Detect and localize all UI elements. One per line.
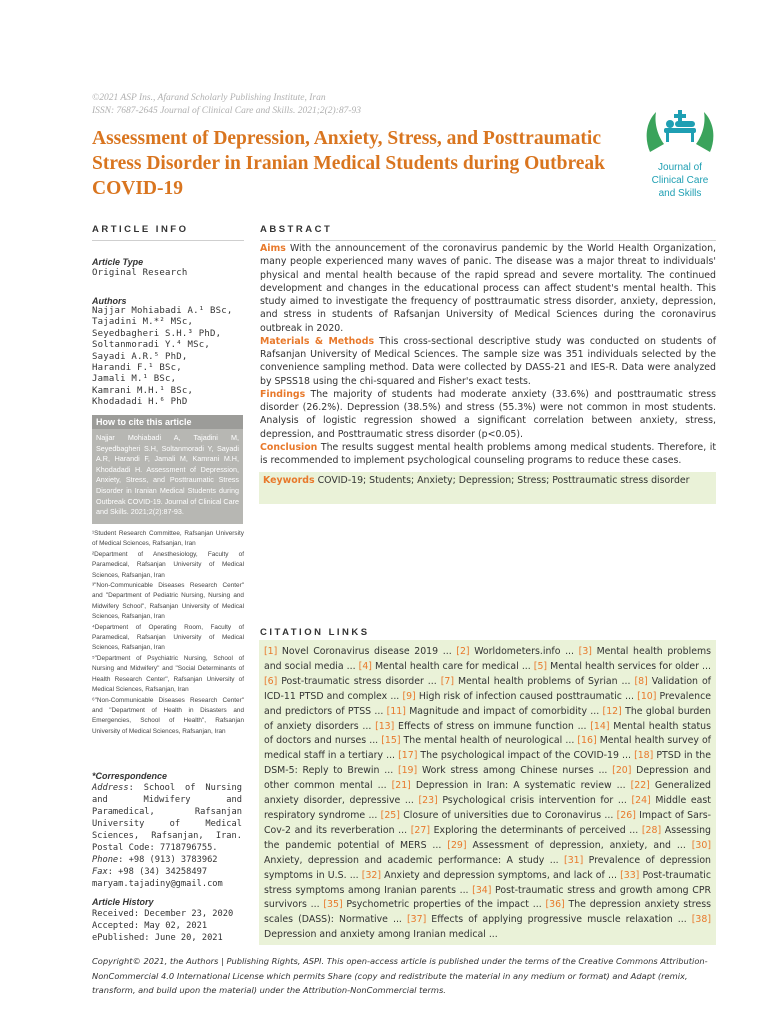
citation-links-box [259,640,716,945]
address-text: : School of Nursing and Midwifery and Paramedical, Rafsanjan University of Medical Sciences, Rafsanjan, Iran. Postal Code: 7718796755. [92,783,242,853]
citation-text: Psychological crisis intervention for ... [437,795,632,807]
journal-logo-icon [640,104,720,154]
correspondence-phone [92,854,242,866]
keywords-label: Keywords [263,475,315,486]
citation-text: Effects of applying progressive muscle relaxation ... [426,914,692,926]
citation-link[interactable] [264,646,456,657]
citation-number[interactable]: [25] [380,809,400,821]
citation-number[interactable]: [3] [578,646,592,657]
author-item: Harandi F.¹ BSc, [92,363,182,374]
correspondence-label: *Correspondence [92,771,168,781]
citation-number[interactable]: [15] [381,735,401,747]
citation-text: Magnitude and impact of comorbidity ... [405,705,603,717]
citation-text: Anxiety and depression symptoms, and lack of ... [381,869,621,881]
citation-link[interactable] [407,914,692,925]
citation-number[interactable]: [9] [402,690,416,702]
citation-text: The global burden of anxiety disorders ... [264,705,711,732]
affiliation-item: ⁶"Non-Communicable Diseases Research Center" and "Department of Health in Disasters and Emergencies, School of Health", Rafsanjan University of Medical Sciences, Rafsanjan, Iran [92,696,244,735]
copyright-header: ©2021 ASP Ins., Afarand Scholarly Publishing Institute, Iran [92,93,326,103]
citation-link[interactable] [398,750,634,761]
citation-number[interactable]: [20] [612,765,632,777]
address-label: Address [92,783,129,793]
citation-text: Depression in Iran: A systematic review ... [410,780,631,792]
how-to-cite-box [92,415,243,524]
citation-number[interactable]: [37] [406,914,427,926]
citation-links-heading: CITATION LINKS [260,627,370,638]
citation-link[interactable] [398,765,612,776]
logo-line-3: and Skills [658,188,702,199]
article-info-heading: ARTICLE INFO [92,224,189,235]
citation-text: Mental health status of doctors and nurses ... [264,720,712,747]
aims-text: With the announcement of the coronavirus pandemic by the World Health Organization, many people experienced many waves of panic. The disease was a major threat to individuals' physical and mental health because of the rapid spread and severe mortality. The continued development and changes in the educational process can affect student's mental health. This study aimed to investigate the frequency of posttraumatic stress disorder, anxiety, depression, and stress in students of Rafsanjan University of Medical Sciences during the coronavirus outbreak in 2020. [260,243,716,334]
journal-logo [640,104,720,200]
citation-text: Mental health problems and social media ... [264,646,711,672]
citation-text: Novel Coronavirus disease 2019 ... [277,646,457,657]
citation-number[interactable]: [22] [630,780,650,792]
author-item: Seyedbagheri S.H.³ PhD, [92,328,222,339]
citation-text: Effects of stress on immune function ... [394,720,591,732]
citation-text: Validation of ICD-11 PTSD and complex ... [264,675,711,702]
citation-link[interactable] [375,721,590,732]
citation-link[interactable] [387,706,603,717]
logo-line-2: Clinical Care [651,175,709,186]
citation-number[interactable]: [14] [590,720,610,732]
citation-number[interactable]: [31] [564,854,584,866]
author-item: Soltanmoradi Y.⁴ MSc, [92,340,210,351]
affiliations [92,529,244,737]
citation-text: Post-traumatic stress symptoms among Iranian parents ... [264,869,711,896]
citation-number[interactable]: [5] [533,660,548,672]
citation-number[interactable]: [13] [375,720,395,732]
history-label: Article History [92,897,154,907]
citation-link[interactable] [381,735,577,746]
citation-text: Closure of universities due to Coronavirus ... [399,809,617,821]
article-type-block [92,257,242,278]
citation-text: Worldometers.info ... [469,646,579,657]
methods-text: This cross-sectional descriptive study was conducted on students of Rafsanjan University of Medical Sciences. The sample size was 351 individuals selected by the convenience sampling method. Data were collected by DASS-21 and IES-R. Data were analyzed by SPSS18 using the chi-squared and Fisher's exact tests. [260,335,716,387]
citation-number[interactable]: [7] [440,675,454,687]
citation-number[interactable]: [29] [447,839,467,851]
article-type-value: Original Research [92,268,188,278]
citation-number[interactable]: [12] [602,705,622,717]
citation-text: Post-traumatic stress disorder ... [277,675,441,687]
findings-label: Findings [260,388,306,400]
authors-label: Authors [92,296,127,306]
correspondence-email[interactable]: maryam.tajadiny@gmail.com [92,879,223,889]
citation-text: Psychometric properties of the impact ... [342,899,546,911]
citation-text: Prevalence of depression symptoms in U.S. ... [264,854,711,881]
citation-number[interactable]: [36] [545,899,565,911]
citation-text: Post-traumatic stress and growth among CPR survivors ... [264,884,711,911]
citation-number[interactable]: [21] [391,780,411,792]
citation-text: High risk of infection caused posttraumatic ... [415,690,638,702]
citation-number[interactable]: [34] [472,884,492,896]
citation-text: Mental health services for older ... [547,660,712,672]
citation-number[interactable]: [17] [398,750,418,762]
citation-text: Anxiety, depression and academic performance: A study ... [264,854,565,866]
history-received: Received: December 23, 2020 [92,909,234,919]
keywords-box [259,472,716,504]
citation-number[interactable]: [18] [634,750,654,762]
issn-header: ISSN: 7687-2645 Journal of Clinical Care and Skills. 2021;2(2):87-93 [92,106,362,116]
phone-text: : +98 (913) 3783962 [118,855,218,865]
citation-number[interactable]: [27] [410,824,430,836]
logo-line-1: Journal of [658,162,702,173]
abstract-body [260,242,716,467]
author-item: Jamali M.¹ BSc, [92,374,177,385]
citation-number[interactable]: [11] [386,705,406,717]
citation-text: Work stress among Chinese nurses ... [417,765,613,777]
author-item: Kamrani M.H.¹ BSc, [92,385,194,396]
citation-link[interactable] [447,840,691,851]
citation-text: Assessing the pandemic potential of MERS ... [264,824,711,851]
affiliation-item: ¹Student Research Committee, Rafsanjan University of Medical Sciences, Rafsanjan, Iran [92,530,244,548]
how-to-cite-title: How to cite this article [92,415,243,429]
citation-text: Generalized anxiety disorder, depressive ... [264,780,712,807]
citation-link[interactable] [411,825,642,836]
citation-text: Mental health problems of Syrian ... [453,675,635,687]
conclusion-text: The results suggest mental health problems among medical students. Therefore, it is recommended to implement psychological counseling programs to reduce these cases. [260,441,716,466]
citation-link[interactable] [359,661,534,672]
citation-number[interactable]: [6] [264,675,278,687]
citation-number[interactable]: [19] [397,765,418,777]
fax-text: : +98 (34) 34258497 [107,867,208,877]
author-item: Tajadini M.*² MSc, [92,317,194,328]
citation-number[interactable]: [30] [691,839,711,851]
citation-number[interactable]: [2] [456,646,470,657]
article-title: Assessment of Depression, Anxiety, Stress, and Posttraumatic Stress Disorder in Iranian Medical Students during Outbreak COVID-19 [92,128,606,199]
citation-number[interactable]: [33] [620,869,640,881]
authors-block [92,296,242,409]
citation-number[interactable]: [28] [641,824,662,836]
citation-text: The psychological impact of the COVID-19 ... [417,750,635,762]
correspondence-address [92,782,242,854]
citation-text: Mental health care for medical ... [371,660,534,672]
aims-label: Aims [260,243,286,254]
citation-text: Depression and anxiety among Iranian medical ... [264,929,498,941]
affiliation-item: ⁴Department of Operating Room, Faculty of Paramedical, Rafsanjan University of Medical Sciences, Rafsanjan, Iran [92,623,244,652]
affiliation-item: ⁵"Department of Psychiatric Nursing, School of Nursing and Midwifery" and "Social Determinants of Health Research Center", Rafsanjan University of Medical Sciences, Rafsanjan, Iran [92,654,244,694]
citation-text: Middle east respiratory syndrome ... [264,795,711,821]
citation-link[interactable] [456,646,578,657]
citation-text: Assessment of depression, anxiety, and ... [466,839,692,851]
article-type-label: Article Type [92,257,144,267]
correspondence-block [92,770,242,890]
citation-link[interactable] [534,661,711,672]
history-published: ePublished: June 20, 2021 [92,933,223,943]
citation-link[interactable] [402,691,637,702]
phone-label: Phone [92,855,119,865]
affiliation-item: ²Department of Anesthesiology, Faculty of Paramedical, Rafsanjan University of Medical Sciences, Rafsanjan, Iran [92,550,244,579]
correspondence-fax [92,866,242,878]
citation-number[interactable]: [1] [264,646,278,657]
methods-label: Materials & Methods [260,335,375,347]
citation-text: Mental health survey of medical staff in a tertiary ... [264,735,711,762]
citation-number[interactable]: [38] [691,914,712,926]
findings-text: The majority of students had moderate anxiety (33.6%) and posttraumatic stress disorder (26.2%). Depression (38.5%) and stress (55.3%) were not common in most students. Analysis of logistic regression showed a significant correlation between anxiety, stress, depression, and Posttraumatic stress disorder (p<0.05). [260,388,716,440]
citation-text: The mental health of neurological ... [400,735,578,747]
history-accepted: Accepted: May 02, 2021 [92,921,208,931]
citation-number[interactable]: [10] [637,690,657,702]
citation-text: Exploring the determinants of perceived ... [429,824,642,836]
author-item: Khodadadi H.⁶ PhD [92,397,188,408]
conclusion-label: Conclusion [260,441,318,453]
citation-text: Depression and other common mental ... [264,765,711,792]
citation-text: Prevalence and predictors of PTSS ... [264,690,711,717]
copyright-footer: Copyright© 2021, the Authors | Publishing Rights, ASPI. This open-access article is published under the terms of the Creative Commons Attribution-NonCommercial 4.0 International License which permits Share (copy and redistribute the material in any medium or format) and Adapt (remix, transform, and build upon the material) under the Attribution-NonCommercial terms. [92,956,708,995]
citation-number[interactable]: [26] [616,809,636,821]
citation-number[interactable]: [23] [418,795,438,807]
citation-link[interactable] [381,810,617,821]
keywords-text: COVID-19; Students; Anxiety; Depression; Stress; Posttraumatic stress disorder [314,475,690,486]
citation-link[interactable] [418,795,631,806]
citation-link[interactable] [362,870,620,881]
citation-number[interactable]: [16] [577,735,597,747]
citation-number[interactable]: [4] [358,660,372,672]
citation-link[interactable] [264,676,441,687]
citation-number[interactable]: [35] [323,899,343,911]
citation-link[interactable] [392,780,631,791]
article-info-rule [92,240,244,241]
history-block [92,896,242,944]
citation-number[interactable]: [8] [634,675,648,687]
citation-link[interactable] [323,899,545,910]
author-item: Najjar Mohiabadi A.¹ BSc, [92,306,233,316]
how-to-cite-body: Najjar Mohiabadi A, Tajadini M, Seyedbagheri S.H, Soltanmoradi Y, Sayadi A.R, Harandi F, Jamali M, Kamrani M.H, Khodadadi H. Assessment of Depression, Anxiety, Stress, and Posttraumatic Stress Disorder in Iranian Medical Students during Outbreak COVID-19. Journal of Clinical Care and Skills. 2021;2(2):87-93. [96,433,240,517]
author-item: Sayadi A.R.⁵ PhD, [92,351,188,362]
citation-link[interactable] [441,676,635,687]
citation-number[interactable]: [32] [361,869,382,881]
abstract-heading: ABSTRACT [260,224,333,235]
authors-list [92,306,242,409]
affiliation-item: ³"Non-Communicable Diseases Research Center" and "Department of Pediatric Nursing, Nursing and Midwifery School", Rafsanjan University of Medical Sciences, Rafsanjan, Iran [92,582,244,621]
citation-text: The depression anxiety stress scales (DASS): Normative ... [264,899,711,926]
abstract-rule [260,240,716,241]
citation-number[interactable]: [24] [631,795,651,807]
citation-text: PTSD in the DSM-5: Reply to Brewin ... [264,750,712,777]
citation-text: Impact of Sars-Cov-2 and its reverberation ... [264,809,711,836]
fax-label: Fax [92,867,108,877]
